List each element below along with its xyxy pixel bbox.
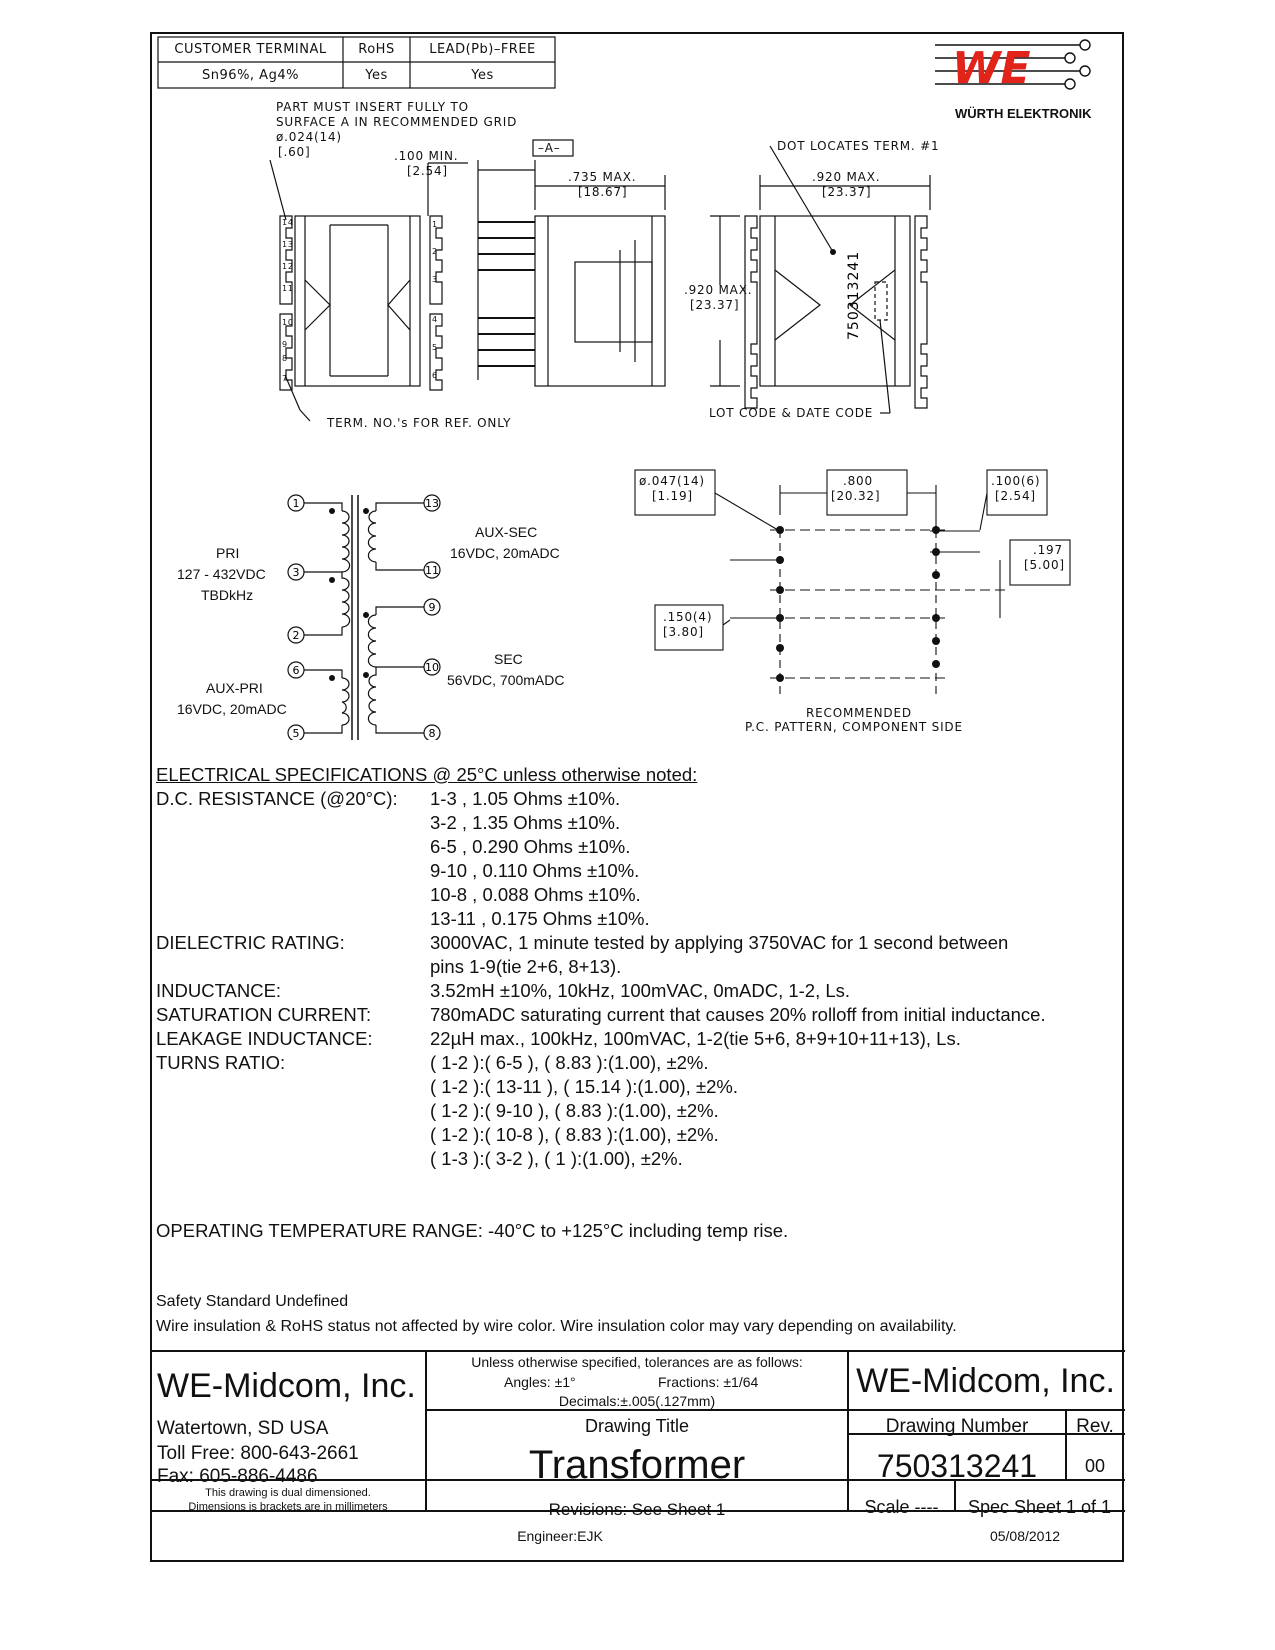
dot-note: DOT LOCATES TERM. #1 <box>777 139 940 153</box>
dcr-value: 1-3 , 1.05 Ohms ±10%. <box>430 788 621 809</box>
pin-num: 10 <box>282 318 294 327</box>
pin-13: 13 <box>425 497 439 510</box>
sec-rating: 56VDC, 700mADC <box>447 672 565 688</box>
gap-mm: [5.00] <box>1024 558 1065 572</box>
drawing-title: Transformer <box>528 1443 746 1487</box>
auxsec-rating: 16VDC, 20mADC <box>450 545 560 561</box>
terminal-header: CUSTOMER TERMINAL <box>174 42 327 57</box>
pin-num: 9 <box>282 340 288 349</box>
auxpri-rating: 16VDC, 20mADC <box>177 701 287 717</box>
transformer-schematic <box>270 490 460 740</box>
ind-label: INDUCTANCE: <box>156 980 282 1001</box>
insert-note-2: SURFACE A IN RECOMMENDED GRID <box>276 115 518 129</box>
pri-volt: 127 - 432VDC <box>177 566 266 582</box>
height-in: .735 MAX. <box>568 170 637 184</box>
diel-value-2: pins 1-9(tie 2+6, 8+13). <box>430 956 622 977</box>
gap-in: .197 <box>1033 543 1063 557</box>
pin-num: 6 <box>432 371 438 380</box>
tolerance-decimals: Decimals:±.005(.127mm) <box>558 1393 716 1409</box>
diel-label: DIELECTRIC RATING: <box>156 932 345 953</box>
pin-2: 2 <box>292 629 300 642</box>
pin-9: 9 <box>428 601 436 614</box>
auxsec-label: AUX-SEC <box>475 524 538 540</box>
engineer: Engineer:EJK <box>517 1528 603 1544</box>
company-name-right: WE-Midcom, Inc. <box>856 1362 1115 1400</box>
tolerance-fractions: Fractions: ±1/64 <box>658 1374 759 1390</box>
dual-note-1: This drawing is dual dimensioned. <box>205 1487 371 1499</box>
rev-value: 00 <box>1084 1456 1106 1476</box>
company-city: Watertown, SD USA <box>157 1418 329 1439</box>
pin-10: 10 <box>425 661 439 674</box>
pin-6: 6 <box>292 664 300 677</box>
tolerance-angles: Angles: ±1° <box>504 1374 576 1390</box>
pin-num: 3 <box>432 275 438 284</box>
company-fax: Fax: 605-886-4486 <box>157 1466 318 1487</box>
space-in: .150(4) <box>663 610 713 624</box>
pin-num: 1 <box>432 220 438 229</box>
standoff-mm: [2.54] <box>407 164 448 178</box>
pin-1: 1 <box>292 497 300 510</box>
length-mm: [23.37] <box>690 298 740 312</box>
leak-label: LEAKAGE INDUCTANCE: <box>156 1028 373 1049</box>
term-note: TERM. NO.'s FOR REF. ONLY <box>327 416 512 430</box>
dcr-value: 10-8 , 0.088 Ohms ±10%. <box>430 884 641 905</box>
revisions-note: Revisions: See Sheet 1 <box>548 1500 726 1519</box>
leadfree-header: LEAD(Pb)–FREE <box>429 42 536 57</box>
sat-value: 780mADC saturating current that causes 20% rolloff from initial inductance. <box>430 1004 1046 1025</box>
row-mm: [20.32] <box>831 489 881 503</box>
ind-value: 3.52mH ±10%, 10kHz, 100mVAC, 0mADC, 1-2, Ls. <box>430 980 851 1001</box>
drawing-number: 750313241 <box>876 1448 1038 1484</box>
pin-11: 11 <box>425 564 439 577</box>
turns-value: ( 1-2 ):( 9-10 ), ( 8.83 ):(1.00), ±2%. <box>430 1100 719 1121</box>
leadfree-value: Yes <box>471 68 494 83</box>
pin-num: 7 <box>282 374 288 383</box>
pin-num: 5 <box>432 343 438 352</box>
sat-label: SATURATION CURRENT: <box>156 1004 372 1025</box>
rohs-value: Yes <box>365 68 388 83</box>
dcr-value: 3-2 , 1.35 Ohms ±10%. <box>430 812 621 833</box>
pri-label: PRI <box>216 545 240 561</box>
specs-heading: ELECTRICAL SPECIFICATIONS @ 25°C unless otherwise noted: <box>156 764 698 785</box>
dual-note-2: Dimensions is brackets are in millimeters <box>188 1501 388 1513</box>
pin-num: 12 <box>282 262 294 271</box>
sec-label: SEC <box>494 651 523 667</box>
width-in: .920 MAX. <box>812 170 881 184</box>
tolerance-note: Unless otherwise specified, tolerances are as follows: <box>471 1354 803 1370</box>
datum-a: –A– <box>538 141 561 155</box>
height-mm: [18.67] <box>578 185 628 199</box>
pin-8: 8 <box>428 727 436 740</box>
rev-label: Rev. <box>1076 1416 1114 1437</box>
scale-value: Scale ---- <box>864 1497 939 1517</box>
dcr-value: 13-11 , 0.175 Ohms ±10%. <box>430 908 650 929</box>
pcb-caption-2: P.C. PATTERN, COMPONENT SIDE <box>745 720 963 734</box>
wire-note: Wire insulation & RoHS status not affected by wire color. Wire insulation color may vary depending on availability. <box>156 1318 957 1335</box>
logo-we: WE <box>952 43 1031 94</box>
brand-name: WÜRTH ELEKTRONIK <box>955 106 1092 121</box>
turns-value: ( 1-3 ):( 3-2 ), ( 1 ):(1.00), ±2%. <box>430 1148 683 1169</box>
lot-note: LOT CODE & DATE CODE <box>709 406 874 420</box>
standoff-in: .100 MIN. <box>394 149 459 163</box>
turns-value: ( 1-2 ):( 6-5 ), ( 8.83 ):(1.00), ±2%. <box>430 1052 709 1073</box>
drawing-date: 05/08/2012 <box>989 1528 1061 1544</box>
space-mm: [3.80] <box>663 625 704 639</box>
row-in: .800 <box>843 474 873 488</box>
pin-num: 8 <box>282 354 288 363</box>
pri-freq: TBDkHz <box>201 587 254 603</box>
pin-num: 14 <box>282 218 294 227</box>
pin-3: 3 <box>292 566 300 579</box>
dcr-label: D.C. RESISTANCE (@20°C): <box>156 788 398 809</box>
turns-label: TURNS RATIO: <box>156 1052 286 1073</box>
pin-num: 11 <box>282 284 294 293</box>
company-name: WE-Midcom, Inc. <box>157 1367 416 1405</box>
pin-dia-mm: [.60] <box>278 145 311 159</box>
diel-value-1: 3000VAC, 1 minute tested by applying 3750VAC for 1 second between <box>430 932 1009 953</box>
company-tollfree: Toll Free: 800-643-2661 <box>157 1443 359 1464</box>
pcb-caption-1: RECOMMENDED <box>806 706 912 720</box>
dcr-value: 6-5 , 0.290 Ohms ±10%. <box>430 836 631 857</box>
pin-num: 2 <box>432 247 438 256</box>
pin-5: 5 <box>292 727 300 740</box>
width-mm: [23.37] <box>822 185 872 199</box>
sheet-value: Spec Sheet 1 of 1 <box>967 1497 1112 1517</box>
hole-in: ø.047(14) <box>639 474 705 488</box>
drawing-number-label: Drawing Number <box>885 1416 1029 1437</box>
pin-num: 13 <box>282 240 294 249</box>
length-in: .920 MAX. <box>684 283 753 297</box>
pin-dia-in: ø.024(14) <box>276 130 342 144</box>
insert-note-1: PART MUST INSERT FULLY TO <box>276 100 469 114</box>
part-marking: 750313241 <box>846 250 862 340</box>
turns-value: ( 1-2 ):( 10-8 ), ( 8.83 ):(1.00), ±2%. <box>430 1124 719 1145</box>
drawing-title-label: Drawing Title <box>584 1416 690 1436</box>
leak-value: 22µH max., 100kHz, 100mVAC, 1-2(tie 5+6, 8+9+10+11+13), Ls. <box>430 1028 961 1049</box>
pin-num: 4 <box>432 315 438 324</box>
op-temp: OPERATING TEMPERATURE RANGE: -40°C to +125°C including temp rise. <box>156 1220 789 1241</box>
pitch-in: .100(6) <box>991 474 1041 488</box>
rohs-header: RoHS <box>358 42 395 57</box>
hole-mm: [1.19] <box>652 489 693 503</box>
safety-note: Safety Standard Undefined <box>156 1293 349 1310</box>
terminal-value: Sn96%, Ag4% <box>202 68 299 83</box>
turns-value: ( 1-2 ):( 13-11 ), ( 15.14 ):(1.00), ±2%. <box>430 1076 738 1097</box>
pitch-mm: [2.54] <box>995 489 1036 503</box>
auxpri-label: AUX-PRI <box>206 680 263 696</box>
dcr-value: 9-10 , 0.110 Ohms ±10%. <box>430 860 640 881</box>
